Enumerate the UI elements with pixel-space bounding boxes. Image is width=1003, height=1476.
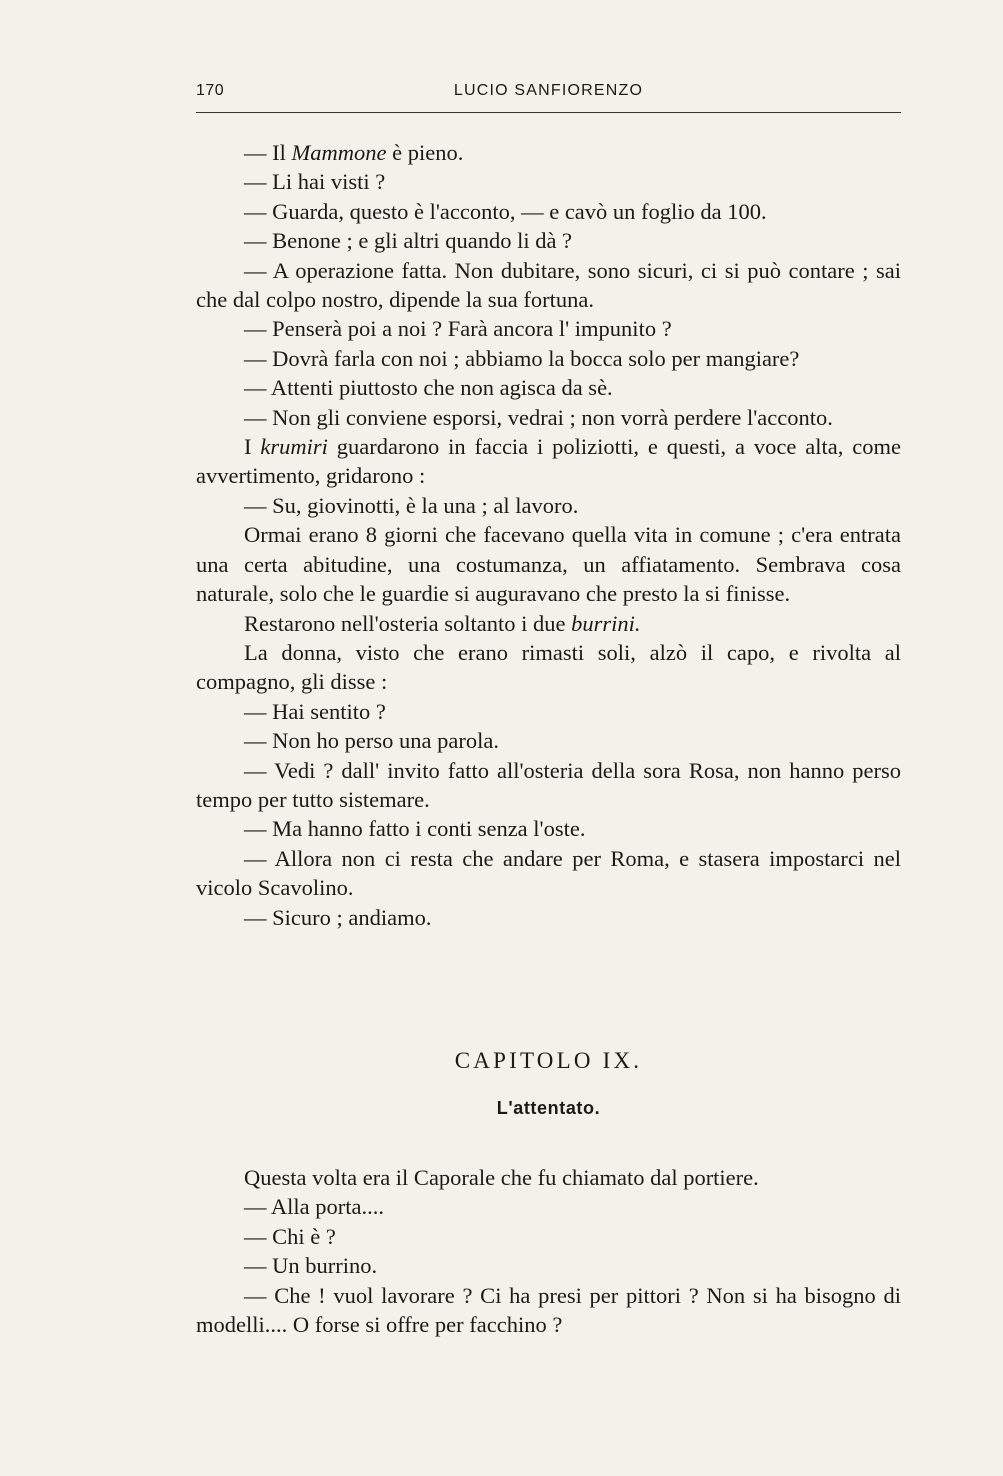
italic-term: burrini. <box>571 610 641 636</box>
paragraph: — Li hai visti ? <box>244 169 386 195</box>
body-text-bottom <box>196 1163 901 1339</box>
page-number: 170 <box>196 82 225 99</box>
paragraph: Ormai erano 8 giorni che facevano quella vita in comune ; c'era entrata una certa abitudine, una costumanza, un affiatamento. Sembrava cosa naturale, solo che le guardie si auguravano che presto la si finisse. <box>196 522 901 607</box>
paragraph: — Alla porta.... <box>244 1194 384 1220</box>
chapter-title: CAPITOLO IX. <box>454 1048 643 1073</box>
paragraph: — A operazione fatta. Non dubitare, sono sicuri, ci si può contare ; sai che dal colpo nostro, dipende la sua fortuna. <box>196 257 901 313</box>
paragraph: — Dovrà farla con noi ; abbiamo la bocca solo per mangiare? <box>244 345 800 371</box>
paragraph: — Allora non ci resta che andare per Roma, e stasera impostarci nel vicolo Scavolino. <box>196 845 901 901</box>
paragraph: — Hai sentito ? <box>244 698 386 724</box>
paragraph: — Un burrino. <box>244 1253 378 1279</box>
chapter-subtitle: L'attentato. <box>496 1098 601 1118</box>
italic-term: Mammone <box>291 140 387 165</box>
paragraph: — Non ho perso una parola. <box>244 728 499 754</box>
paragraph: — Non gli conviene esporsi, vedrai ; non vorrà perdere l'acconto. <box>244 404 833 430</box>
paragraph: — Su, giovinotti, è la una ; al lavoro. <box>244 492 579 518</box>
paragraph: — Il Mammone è pieno. <box>244 140 464 165</box>
running-head <box>196 82 901 113</box>
paragraph: Restarono nell'osteria soltanto i due burrini. <box>244 610 641 636</box>
paragraph: — Guarda, questo è l'acconto, — e cavò un foglio da 100. <box>244 198 767 224</box>
paragraph: — Chi è ? <box>244 1223 336 1249</box>
paragraph: — Che ! vuol lavorare ? Ci ha presi per pittori ? Non si ha bisogno di modelli.... O forse si offre per facchino ? <box>196 1282 901 1338</box>
paragraph: — Benone ; e gli altri quando li dà ? <box>244 228 573 254</box>
paragraph: — Sicuro ; andiamo. <box>244 904 432 930</box>
paragraph: — Vedi ? dall' invito fatto all'osteria della sora Rosa, non hanno perso tempo per tutto sistemare. <box>196 757 901 812</box>
paragraph: La donna, visto che erano rimasti soli, alzò il capo, e rivolta al compagno, gli disse : <box>196 639 901 695</box>
paragraph: — Attenti piuttosto che non agisca da sè. <box>244 375 613 401</box>
chapter-heading <box>196 1048 901 1119</box>
paragraph: I krumiri guardarono in faccia i poliziotti, e questi, a voce alta, come avvertimento, gridarono : <box>196 434 901 489</box>
body-text-top <box>196 138 901 932</box>
paragraph: Questa volta era il Caporale che fu chiamato dal portiere. <box>244 1165 759 1190</box>
paragraph: — Ma hanno fatto i conti senza l'oste. <box>244 816 586 842</box>
paragraph: — Penserà poi a noi ? Farà ancora l' impunito ? <box>244 316 672 342</box>
running-title: LUCIO SANFIORENZO <box>453 82 644 99</box>
italic-term: krumiri <box>260 434 328 460</box>
